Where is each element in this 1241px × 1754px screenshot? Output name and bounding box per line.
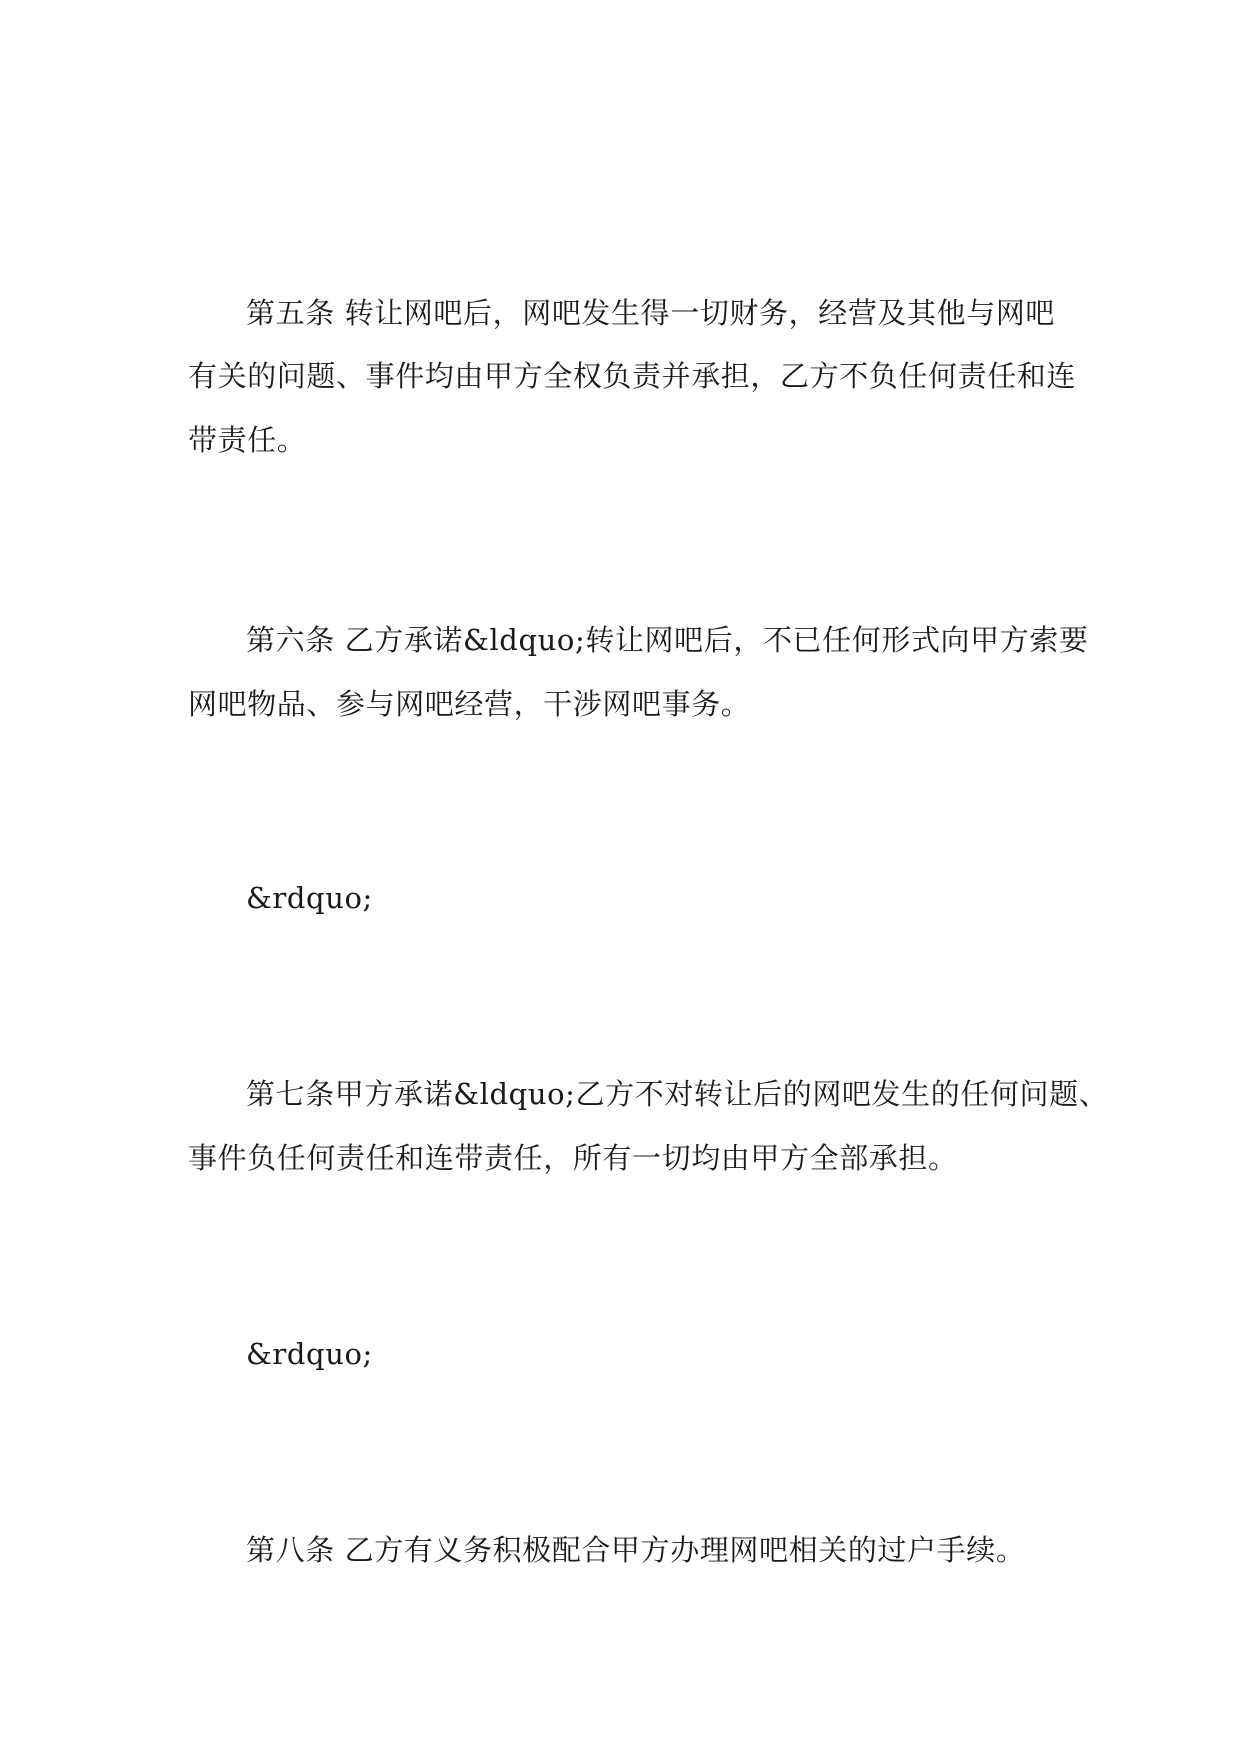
article-5-line-2: 有关的问题、事件均由甲方全权负责并承担，乙方不负任何责任和连: [188, 359, 1077, 393]
article-7-line-1: 第七条甲方承诺&ldquo;乙方不对转让后的网吧发生的任何问题、: [246, 1077, 1109, 1111]
article-6-line-2: 网吧物品、参与网吧经营，干涉网吧事务。: [188, 687, 751, 721]
closing-quote-2: &rdquo;: [246, 1337, 373, 1371]
article-5-line-3: 带责任。: [188, 423, 307, 457]
closing-quote-1: &rdquo;: [246, 881, 373, 915]
article-6-line-1: 第六条 乙方承诺&ldquo;转让网吧后，不已任何形式向甲方索要: [246, 623, 1089, 657]
article-7-line-2: 事件负任何责任和连带责任，所有一切均由甲方全部承担。: [188, 1141, 958, 1175]
article-8-line-1: 第八条 乙方有义务积极配合甲方办理网吧相关的过户手续。: [246, 1533, 1026, 1567]
article-5-line-1: 第五条 转让网吧后，网吧发生得一切财务，经营及其他与网吧: [246, 296, 1056, 330]
